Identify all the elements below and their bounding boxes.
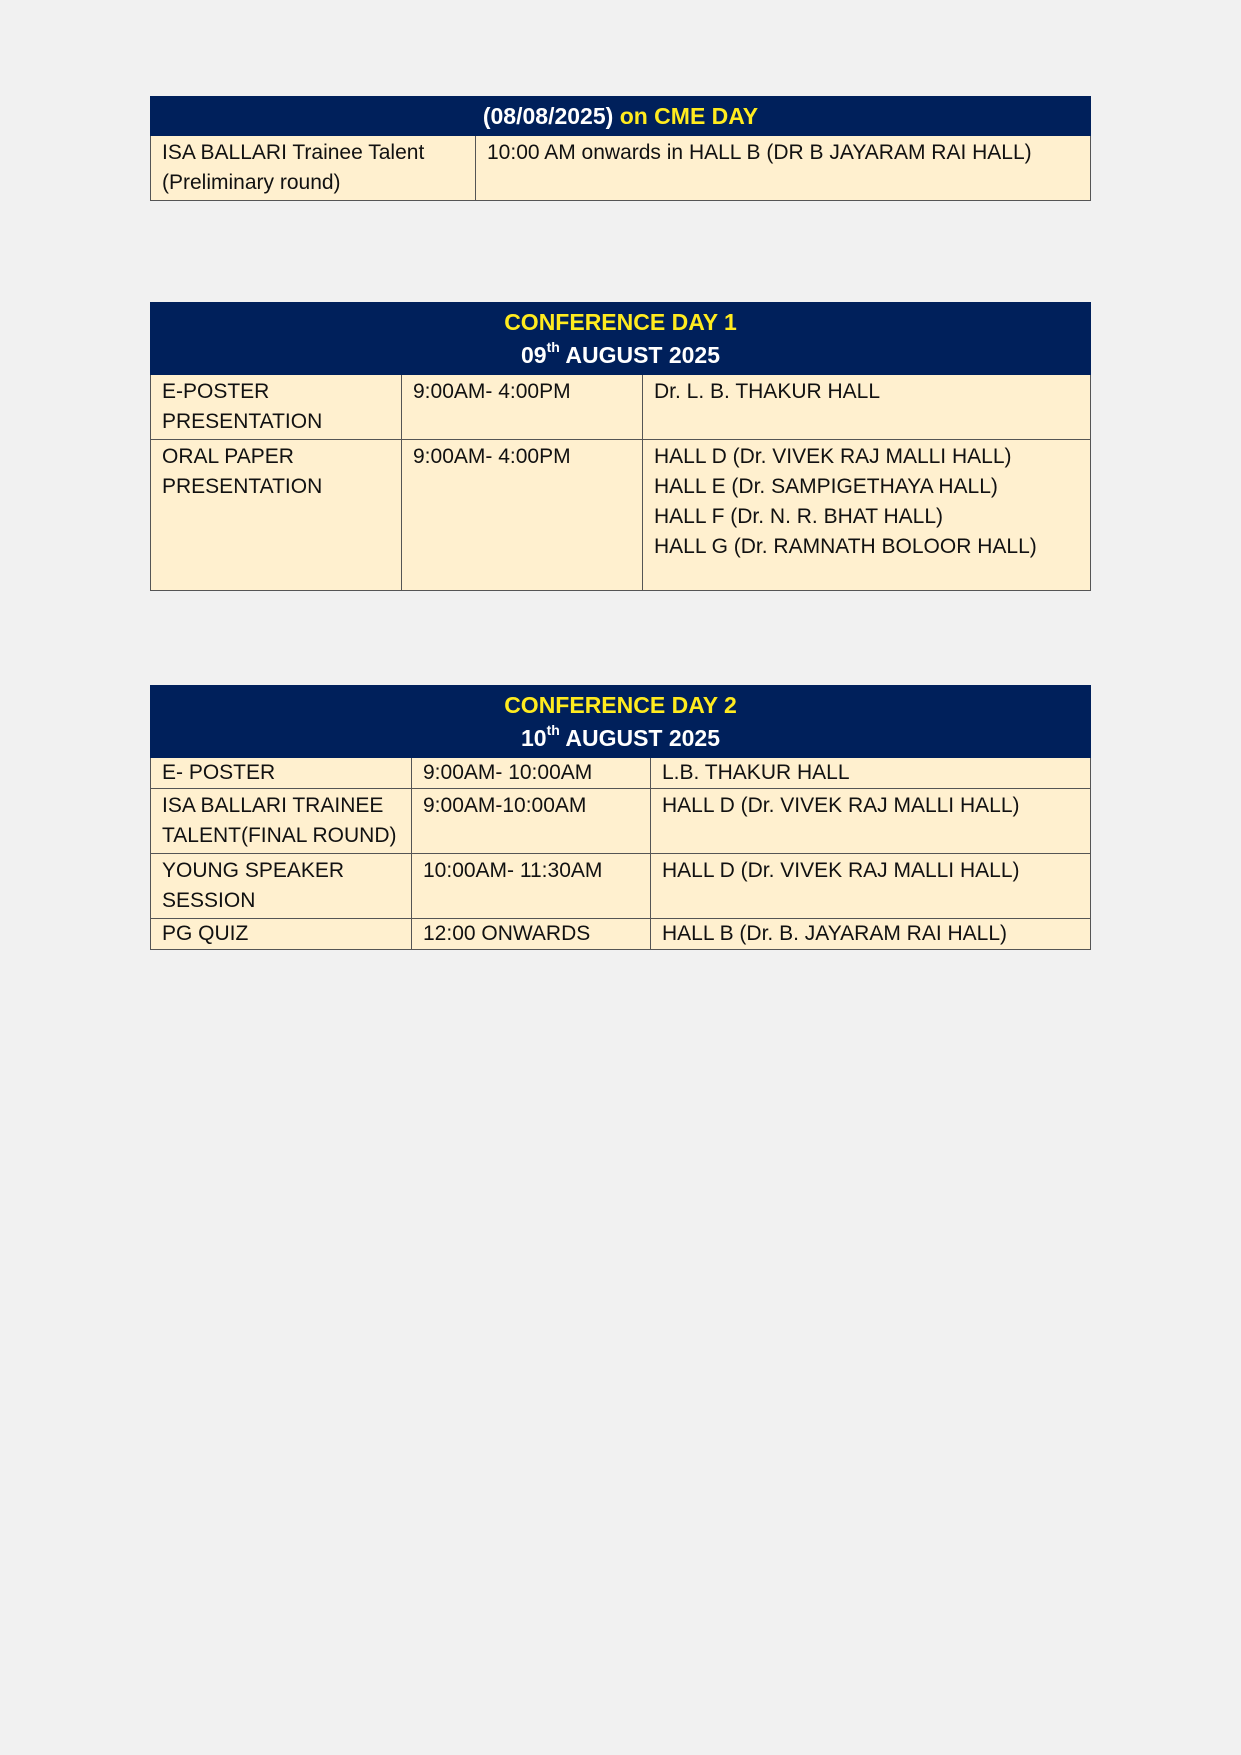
- venue-cell: HALL B (Dr. B. JAYARAM RAI HALL): [651, 919, 1091, 950]
- table-row: [151, 919, 1091, 950]
- cme-title: on CME DAY: [619, 103, 759, 129]
- cme-day-table: [150, 96, 1091, 201]
- event-line: PRESENTATION: [162, 410, 323, 433]
- day2-title: CONFERENCE DAY 2: [504, 692, 737, 718]
- venue-line: Dr. L. B. THAKUR HALL: [654, 380, 881, 403]
- table-row: [151, 440, 1091, 591]
- event-line: (Preliminary round): [162, 171, 341, 194]
- venue-cell: HALL D (Dr. VIVEK RAJ MALLI HALL): [651, 789, 1091, 854]
- day1-title: CONFERENCE DAY 1: [504, 309, 737, 335]
- conference-day2-table: [150, 685, 1091, 950]
- day1-header: [151, 303, 1091, 375]
- event-line: YOUNG SPEAKER: [162, 859, 345, 882]
- table-row: [151, 789, 1091, 854]
- day2-header: [151, 686, 1091, 758]
- cme-day-header: [151, 97, 1091, 136]
- time-cell: 9:00AM-10:00AM: [412, 789, 651, 854]
- conference-day1-table: [150, 302, 1091, 591]
- day1-date-suffix: th: [546, 339, 560, 356]
- day2-date-num: 10: [520, 725, 547, 751]
- venue-cell: HALL D (Dr. VIVEK RAJ MALLI HALL): [651, 854, 1091, 919]
- table-row: [151, 854, 1091, 919]
- venue-cell: [643, 440, 1091, 591]
- event-cell: [151, 758, 412, 789]
- event-line: ISA BALLARI Trainee Talent: [162, 141, 425, 164]
- details-cell: 10:00 AM onwards in HALL B (DR B JAYARAM RAI HALL): [476, 136, 1091, 201]
- event-line: ORAL PAPER: [162, 445, 294, 468]
- venue-cell: L.B. THAKUR HALL: [651, 758, 1091, 789]
- event-line: PG QUIZ: [162, 922, 249, 945]
- venue-line: HALL E (Dr. SAMPIGETHAYA HALL): [654, 475, 998, 498]
- time-cell: 12:00 ONWARDS: [412, 919, 651, 950]
- event-line: TALENT(FINAL ROUND): [162, 824, 397, 847]
- table-row: [151, 758, 1091, 789]
- day1-date: [161, 339, 1080, 372]
- table-row: [151, 136, 1091, 201]
- venue-line: HALL F (Dr. N. R. BHAT HALL): [654, 505, 944, 528]
- event-line: PRESENTATION: [162, 475, 323, 498]
- event-cell: [151, 854, 412, 919]
- event-line: E-POSTER: [162, 380, 270, 403]
- event-line: ISA BALLARI TRAINEE: [162, 794, 384, 817]
- event-cell: [151, 789, 412, 854]
- venue-line: HALL D (Dr. VIVEK RAJ MALLI HALL): [654, 445, 1012, 468]
- table-row: [151, 375, 1091, 440]
- time-cell: 9:00AM- 4:00PM: [402, 375, 643, 440]
- day1-date-num: 09: [520, 342, 547, 368]
- day1-date-rest: AUGUST 2025: [565, 342, 721, 368]
- event-cell: [151, 136, 476, 201]
- event-line: E- POSTER: [162, 761, 276, 784]
- time-cell: 9:00AM- 4:00PM: [402, 440, 643, 591]
- event-line: SESSION: [162, 889, 256, 912]
- venue-line: HALL G (Dr. RAMNATH BOLOOR HALL): [654, 535, 1037, 558]
- cme-date: (08/08/2025): [482, 103, 614, 129]
- time-cell: 9:00AM- 10:00AM: [412, 758, 651, 789]
- time-cell: 10:00AM- 11:30AM: [412, 854, 651, 919]
- event-cell: [151, 440, 402, 591]
- event-cell: [151, 919, 412, 950]
- venue-cell: [643, 375, 1091, 440]
- day2-date-suffix: th: [546, 722, 560, 739]
- day2-date-rest: AUGUST 2025: [565, 725, 721, 751]
- day2-date: [161, 722, 1080, 755]
- event-cell: [151, 375, 402, 440]
